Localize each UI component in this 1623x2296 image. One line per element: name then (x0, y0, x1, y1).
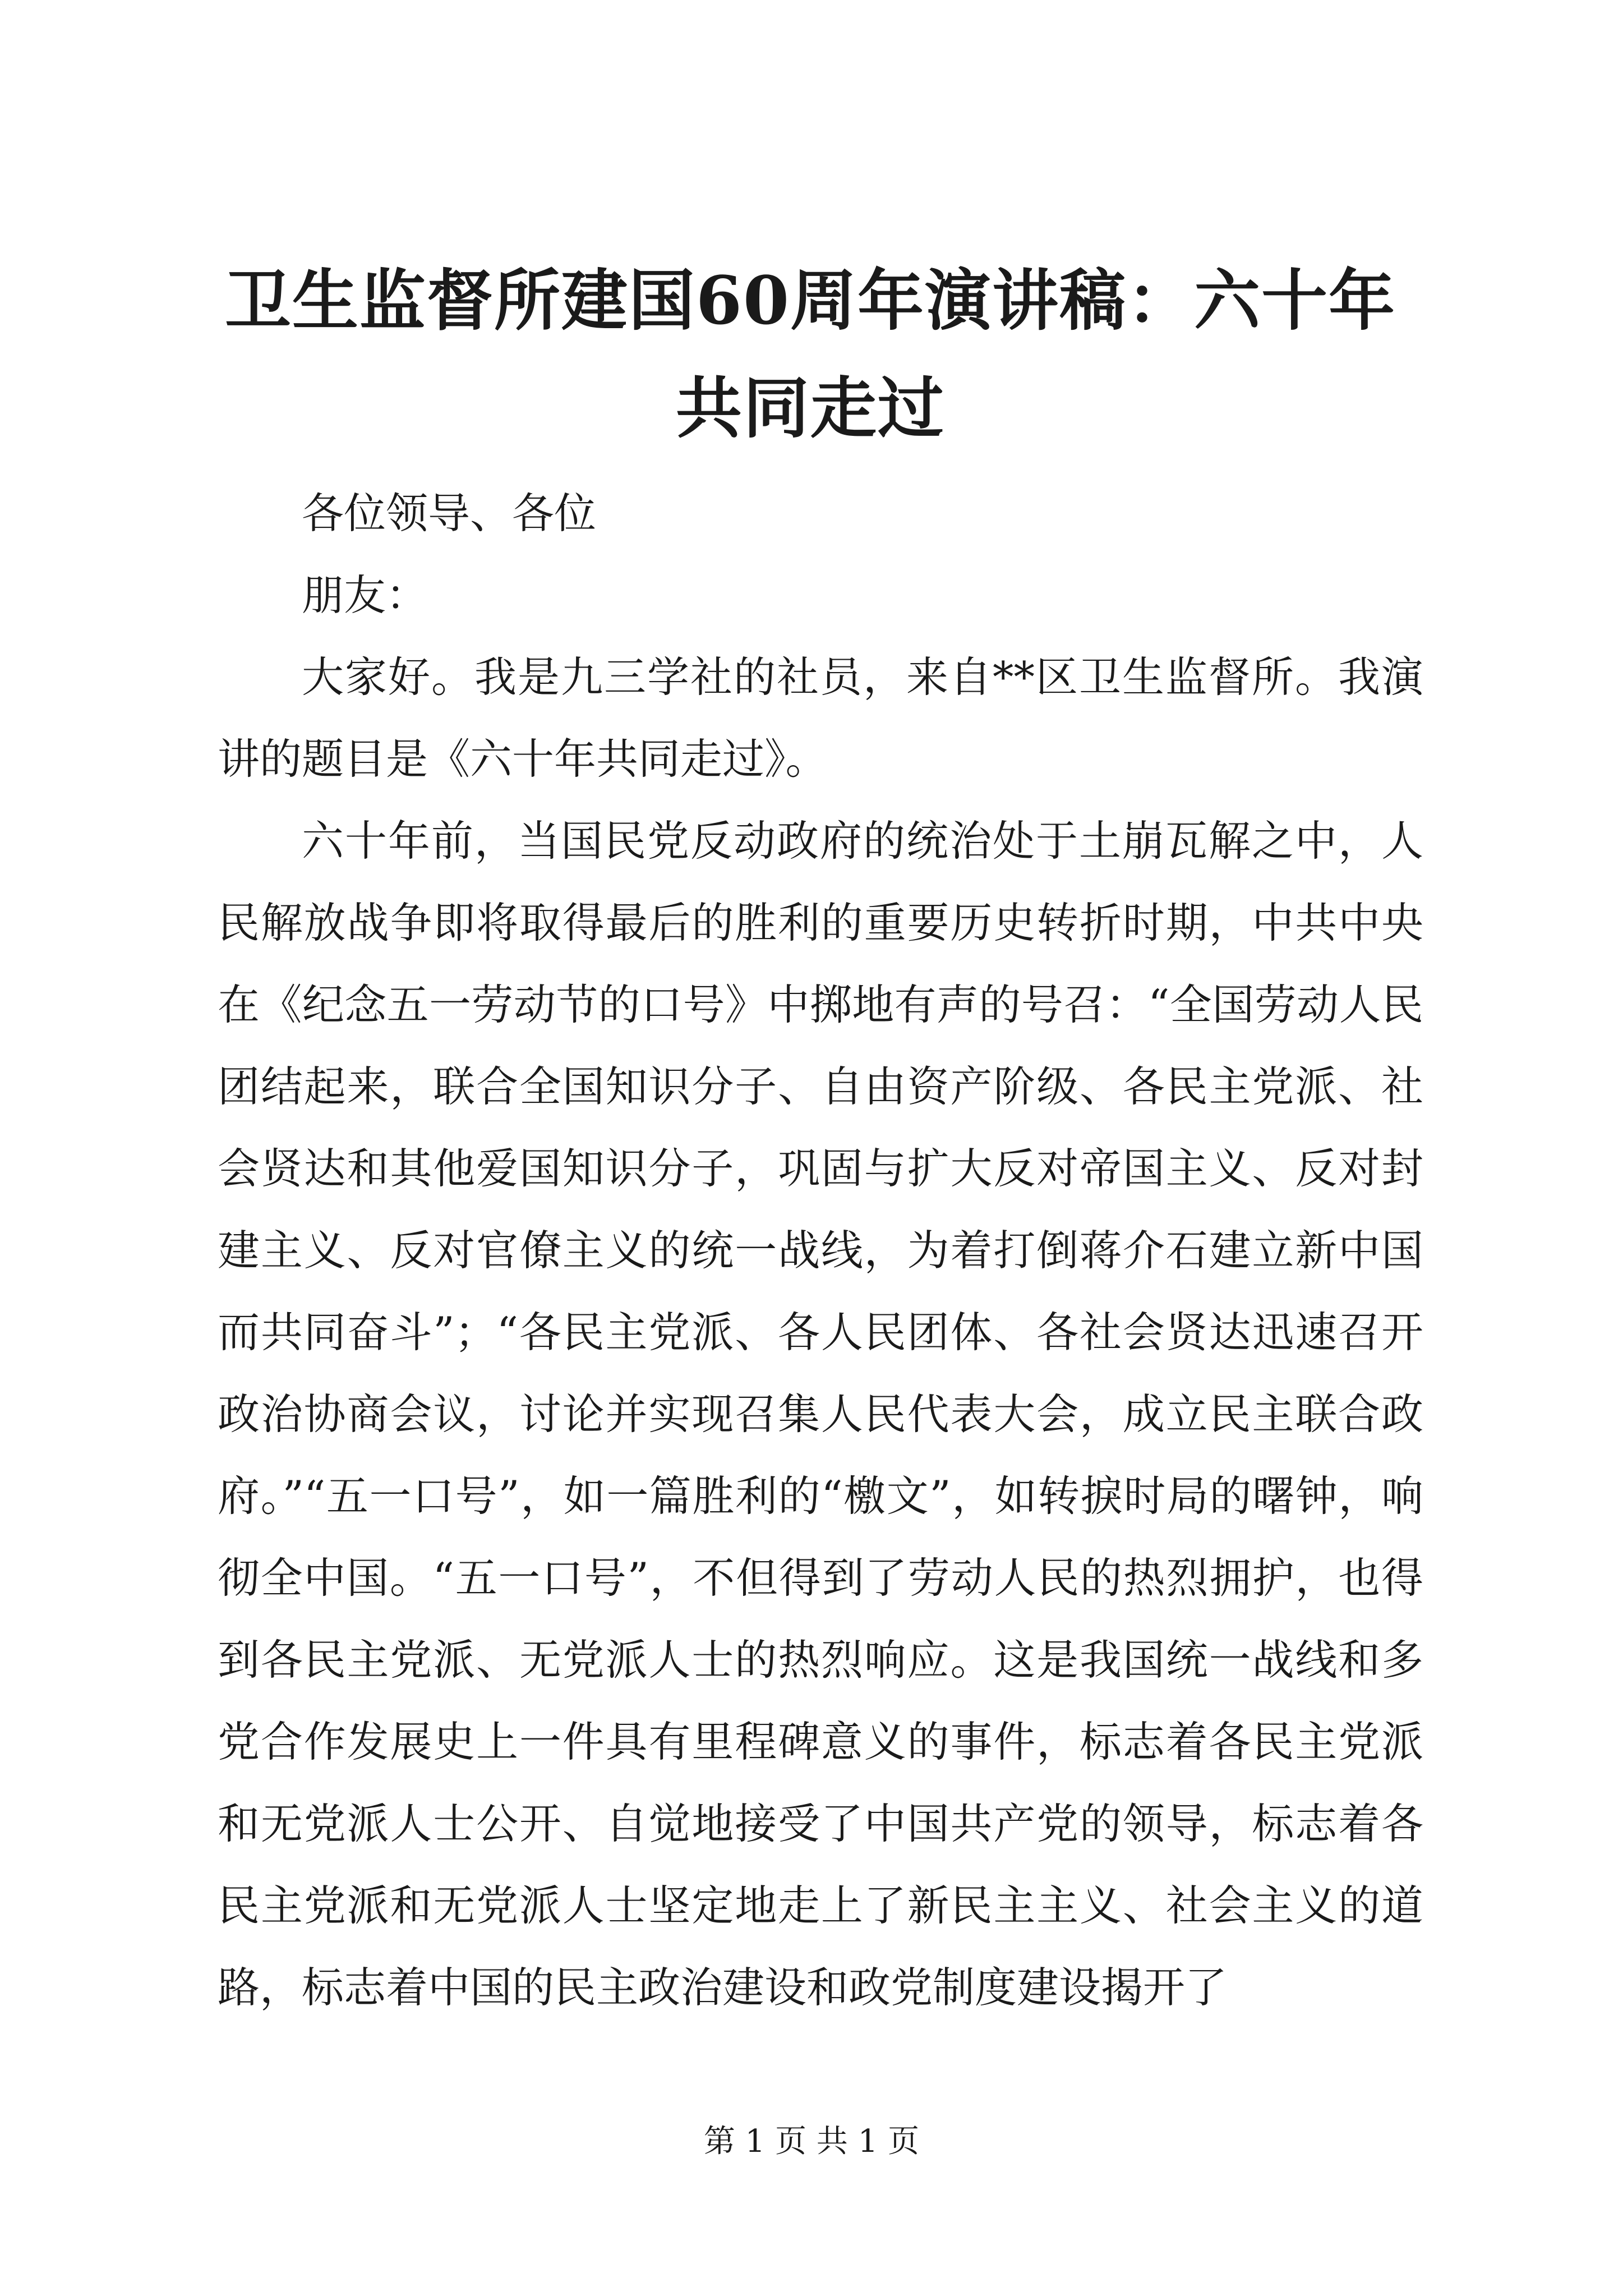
document-title: 卫生监督所建国60周年演讲稿：六十年共同走过 (224, 261, 1396, 447)
page-footer: 第 1 页 共 1 页 (703, 2123, 920, 2160)
paragraph-greeting: 大家好。我是九三学社的社员，来自**区卫生监督所。我演讲的题目是《六十年共同走过》。 (218, 652, 1423, 784)
paragraph-salutation: 各位领导、各位 (302, 489, 597, 538)
document-body (218, 472, 1423, 2028)
paragraph-salutation-cont: 朋友： (302, 570, 428, 620)
paragraph-history: 六十年前，当国民党反动政府的统治处于土崩瓦解之中，人民解放战争即将取得最后的胜利的重要历史转折时期，中共中央在《纪念五一劳动节的口号》中掷地有声的号召：“全国劳动人民团结起来，联合全国知识分子、自由资产阶级、各民主党派、社会贤达和其他爱国知识分子，巩固与扩大反对帝国主义、反对封建主义、反对官僚主义的统一战线，为着打倒蒋介石建立新中国而共同奋斗”；“各民主党派、各人民团体、各社会贤达迅速召开政治协商会议，讨论并实现召集人民代表大会，成立民主联合政府。”“五一口号”，如一篇胜利的“檄文”，如转捩时局的曙钟，响彻全中国。“五一口号”，不但得到了劳动人民的热烈拥护，也得到各民主党派、无党派人士的热烈响应。这是我国统一战线和多党合作发展史上一件具有里程碑意义的事件，标志着各民主党派和无党派人士公开、自觉地接受了中国共产党的领导，标志着各民主党派和无党派人士坚定地走上了新民主主义、社会主义的道路，标志着中国的民主政治建设和政党制度建设揭开了 (218, 816, 1423, 2012)
